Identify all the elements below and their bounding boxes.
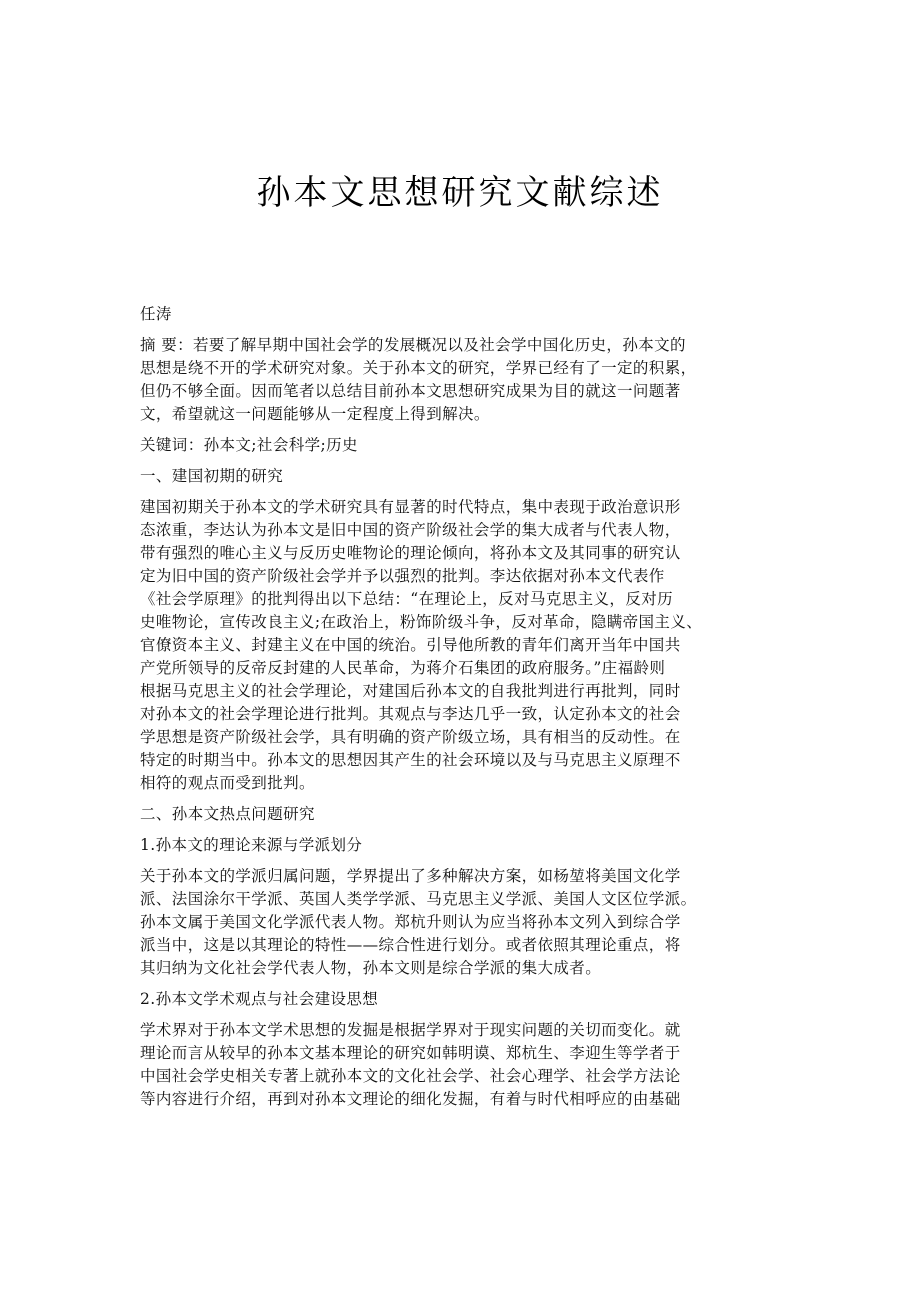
- text-line: 学思想是资产阶级社会学，具有明确的资产阶级立场，具有相当的反动性。在: [140, 728, 681, 746]
- abstract-line: 思想是绕不开的学术研究对象。关于孙本文的研究，学界已经有了一定的积累，: [140, 359, 697, 377]
- text-line: 派、法国涂尔干学派、英国人类学学派、马克思主义学派、美国人文区位学派。: [140, 890, 697, 908]
- subsection1-paragraph: [140, 865, 780, 980]
- subsection2-paragraph: [140, 1019, 780, 1111]
- keywords: 关键词：孙本文;社会科学;历史: [140, 436, 358, 454]
- text-line: 定为旧中国的资产阶级社会学并予以强烈的批判。李达依据对孙本文代表作: [140, 567, 665, 585]
- document-body: [140, 303, 780, 1119]
- section1-paragraph: [140, 496, 780, 795]
- text-line: 史唯物论，宣传改良主义;在政治上，粉饰阶级斗争，反对革命，隐瞒帝国主义、: [140, 613, 703, 631]
- document-title: 孙本文思想研究文献综述: [256, 173, 664, 213]
- text-line: 根据马克思主义的社会学理论，对建国后孙本文的自我批判进行再批判，同时: [140, 682, 681, 700]
- text-line: 相符的观点而受到批判。: [140, 774, 315, 792]
- abstract-line: 但仍不够全面。因而笔者以总结目前孙本文思想研究成果为目的就这一问题著: [140, 382, 681, 400]
- text-line: 关于孙本文的学派归属问题，学界提出了多种解决方案，如杨堃将美国文化学: [140, 867, 681, 885]
- text-line: 建国初期关于孙本文的学术研究具有显著的时代特点，集中表现于政治意识形: [140, 498, 681, 516]
- text-line: 其归纳为文化社会学代表人物，孙本文则是综合学派的集大成者。: [140, 959, 602, 977]
- abstract-line: 文，希望就这一问题能够从一定程度上得到解决。: [140, 405, 490, 423]
- section-heading: 二、孙本文热点问题研究: [140, 805, 315, 823]
- section-heading: 一、建国初期的研究: [140, 467, 284, 485]
- text-line: 官僚资本主义、封建主义在中国的统治。引导他所教的青年们离开当年中国共: [140, 636, 681, 654]
- text-line: 带有强烈的唯心主义与反历史唯物论的理论倾向，将孙本文及其同事的研究认: [140, 544, 681, 562]
- text-line: 态浓重，李达认为孙本文是旧中国的资产阶级社会学的集大成者与代表人物，: [140, 521, 681, 539]
- text-line: 产党所领导的反帝反封建的人民革命，为蒋介石集团的政府服务。”庄福龄则: [140, 659, 666, 677]
- text-line: 派当中，这是以其理论的特性——综合性进行划分。或者依照其理论重点，将: [140, 936, 681, 954]
- text-line: 理论而言从较早的孙本文基本理论的研究如韩明谟、郑杭生、李迎生等学者于: [140, 1044, 681, 1062]
- abstract-line: 摘 要：若要了解早期中国社会学的发展概况以及社会学中国化历史，孙本文的: [140, 336, 686, 354]
- text-line: 《社会学原理》的批判得出以下总结：“在理论上，反对马克思主义，反对历: [140, 590, 674, 608]
- text-line: 中国社会学史相关专著上就孙本文的文化社会学、社会心理学、社会学方法论: [140, 1067, 681, 1085]
- text-line: 对孙本文的社会学理论进行批判。其观点与李达几乎一致，认定孙本文的社会: [140, 705, 681, 723]
- text-line: 等内容进行介绍，再到对孙本文理论的细化发掘，有着与时代相呼应的由基础: [140, 1090, 681, 1108]
- text-line: 学术界对于孙本文学术思想的发掘是根据学界对于现实问题的关切而变化。就: [140, 1021, 681, 1039]
- abstract: [140, 334, 780, 426]
- text-line: 孙本文属于美国文化学派代表人物。郑杭升则认为应当将孙本文列入到综合学: [140, 913, 681, 931]
- subsection-heading: 2.孙本文学术观点与社会建设思想: [140, 990, 379, 1008]
- text-line: 特定的时期当中。孙本文的思想因其产生的社会环境以及与马克思主义原理不: [140, 751, 681, 769]
- author-name: 任涛: [140, 305, 172, 323]
- subsection-heading: 1.孙本文的理论来源与学派划分: [140, 836, 363, 854]
